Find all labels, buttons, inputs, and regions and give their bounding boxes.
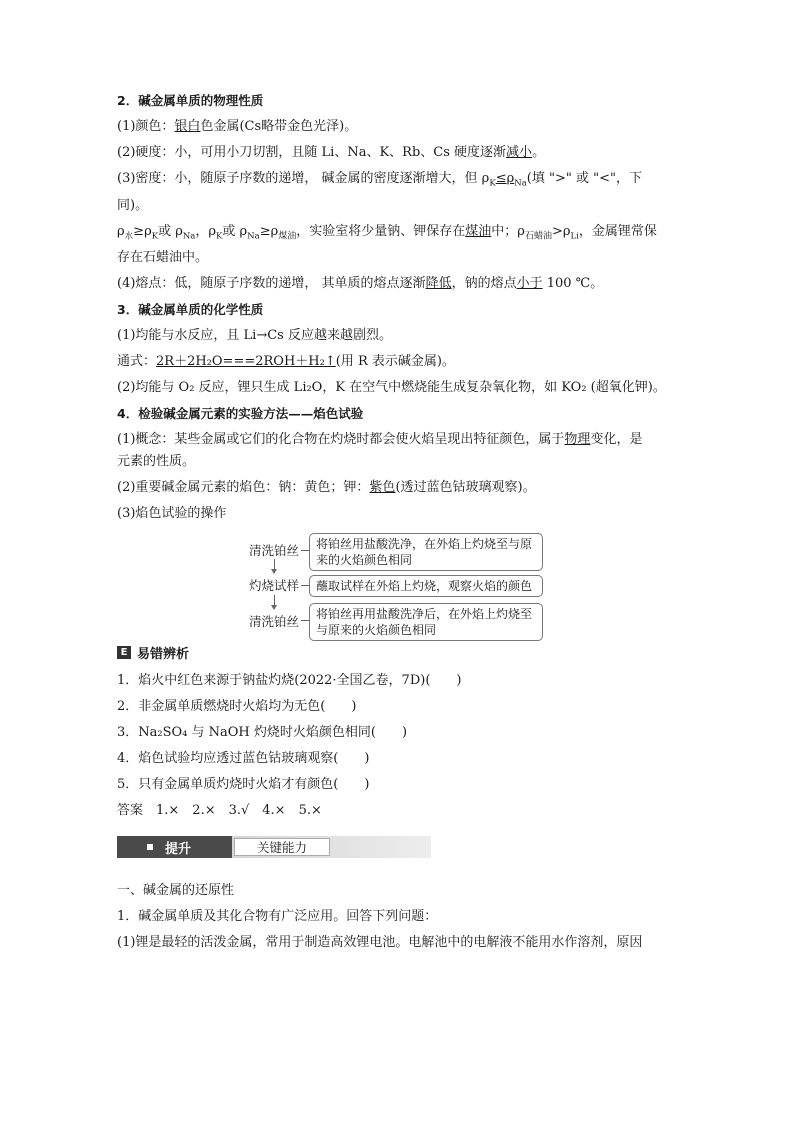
underlined-answer: 银白 bbox=[174, 119, 201, 134]
line-water: (1)均能与水反应，且 Li→Cs 反应越来越剧烈。 bbox=[117, 328, 392, 344]
text: (2)重要碱金属元素的焰色：钠：黄色；钾： bbox=[117, 480, 370, 496]
flow-arrow-down bbox=[274, 595, 275, 609]
text: 中；ρ bbox=[491, 223, 525, 239]
flow-connector bbox=[301, 620, 309, 621]
flow-box-2: 蘸取试样在外焰上灼烧，观察火焰的颜色 bbox=[309, 575, 543, 597]
underlined-answer: 紫色 bbox=[369, 480, 396, 496]
line-hardness bbox=[117, 144, 682, 162]
relation: ≤ bbox=[495, 171, 507, 186]
line-density bbox=[117, 170, 682, 193]
error-icon: E bbox=[117, 646, 131, 659]
underlined-answer: 小于 bbox=[516, 276, 543, 292]
text: ≥ρ bbox=[133, 223, 152, 239]
subscript: Na bbox=[247, 231, 260, 242]
section-heading-reducibility: 一、碱金属的还原性 bbox=[117, 883, 235, 899]
text: 100 ℃。 bbox=[542, 276, 604, 292]
flow-step-3: 清洗铂丝 bbox=[249, 614, 300, 630]
document-page bbox=[117, 92, 682, 960]
line-rho-cont: 存在石蜡油中。 bbox=[117, 250, 209, 266]
subscript: K bbox=[489, 178, 496, 189]
line-color bbox=[117, 118, 682, 136]
flow-connector bbox=[301, 550, 309, 551]
text: (3)密度：小，随原子序数的递增， 碱金属的密度逐渐增大，但 ρ bbox=[117, 171, 490, 186]
text: (4)熔点：低，随原子序数的递增， 其单质的熔点逐渐 bbox=[117, 276, 426, 292]
text: 变化，是 bbox=[590, 432, 643, 448]
flame-test-flow-diagram bbox=[117, 531, 682, 638]
text: ≥ρ bbox=[259, 223, 279, 239]
subscript: Na bbox=[182, 231, 196, 242]
subscript: Na bbox=[514, 178, 527, 189]
text: ，实验室将少量钠、钾保存在 bbox=[296, 223, 466, 239]
line-concept-cont: 元素的性质。 bbox=[117, 454, 196, 470]
line-concept bbox=[117, 431, 682, 449]
text: 通式： bbox=[117, 354, 157, 370]
line-melting bbox=[117, 275, 682, 293]
underlined-answer: 减小 bbox=[506, 145, 533, 160]
section-heading-physical: 2．碱金属单质的物理性质 bbox=[117, 93, 264, 108]
error-section-header bbox=[117, 643, 682, 662]
flow-step-1: 清洗铂丝 bbox=[249, 543, 300, 559]
section-banner bbox=[117, 832, 431, 862]
underlined-answer: 物理 bbox=[564, 432, 591, 448]
text: ，钠的熔点 bbox=[451, 276, 517, 292]
answer-line: 答案 1.× 2.× 3.√ 4.× 5.× bbox=[117, 803, 322, 819]
error-item-5: 5．只有金属单质灼烧时火焰才有颜色( ) bbox=[117, 777, 370, 793]
subscript: 煤油 bbox=[278, 231, 297, 242]
subscript: 水 bbox=[124, 231, 134, 242]
square-icon bbox=[147, 844, 153, 850]
underlined-answer: 2R＋2H₂O===2ROH＋H₂↑ bbox=[156, 354, 336, 370]
line-question: 1．碱金属单质及其化合物有广泛应用。回答下列问题： bbox=[117, 909, 438, 925]
text: (2)硬度：小，可用小刀切割，且随 Li、Na、K、Rb、Cs 硬度逐渐 bbox=[117, 145, 507, 160]
text: 。 bbox=[532, 145, 546, 160]
line-equation bbox=[117, 353, 682, 371]
flow-step-2: 灼烧试样 bbox=[249, 578, 300, 594]
text: (1)概念：某些金属或它们的化合物在灼烧时都会使火焰呈现出特征颜色，属于 bbox=[117, 432, 565, 448]
text: ρ bbox=[117, 223, 125, 239]
text: 或 ρ bbox=[222, 223, 248, 239]
text: ，金属锂常保 bbox=[578, 223, 657, 239]
section-heading-flame: 4．检验碱金属元素的实验方法——焰色试验 bbox=[117, 406, 364, 422]
underlined-answer: 煤油 bbox=[465, 223, 492, 239]
error-item-4: 4．焰色试验均应透过蓝色钴玻璃观察( ) bbox=[117, 751, 370, 767]
subscript: 石蜡油 bbox=[524, 231, 552, 242]
text: >ρ bbox=[551, 223, 571, 239]
line-rho bbox=[117, 223, 682, 246]
flow-box-3: 将铂丝再用盐酸洗净后，在外焰上灼烧至与原来的火焰颜色相同 bbox=[309, 603, 543, 641]
underlined-answer: 降低 bbox=[425, 276, 452, 292]
text: (透过蓝色钴玻璃观察)。 bbox=[395, 480, 536, 496]
text: (用 R 表示碱金属)。 bbox=[335, 354, 455, 370]
subscript: K bbox=[151, 231, 159, 242]
line-flame-colors bbox=[117, 479, 682, 497]
line-density-cont: 同)。 bbox=[117, 197, 149, 213]
error-item-2: 2．非金属单质燃烧时火焰均为无色( ) bbox=[117, 699, 357, 715]
underlined-answer bbox=[495, 171, 527, 189]
flow-box-1: 将铂丝用盐酸洗净，在外焰上灼烧至与原来的火焰颜色相同 bbox=[309, 533, 543, 571]
subscript: Li bbox=[570, 231, 579, 242]
flow-arrow-down bbox=[274, 559, 275, 573]
text: (1)颜色： bbox=[117, 119, 175, 134]
line-oxygen: (2)均能与 O₂ 反应，锂只生成 Li₂O，K 在空气中燃烧能生成复杂氧化物，如 KO₂ (超氧化钾)。 bbox=[117, 380, 666, 396]
banner-tag bbox=[117, 836, 232, 858]
banner-tag-label: 提升 bbox=[165, 841, 192, 857]
error-section-title: 易错辨析 bbox=[137, 647, 190, 663]
text: 或 ρ bbox=[158, 223, 183, 239]
text: (填 ">" 或 "<"，下 bbox=[526, 171, 642, 186]
error-item-3: 3．Na₂SO₄ 与 NaOH 灼烧时火焰颜色相同( ) bbox=[117, 725, 408, 741]
line-lithium: (1)锂是最轻的活泼金属，常用于制造高效锂电池。电解池中的电解液不能用水作溶剂，原因 bbox=[117, 935, 643, 951]
text: ρ bbox=[506, 171, 515, 186]
text: 色金属(Cs略带金色光泽)。 bbox=[200, 119, 358, 134]
flow-connector bbox=[301, 585, 309, 586]
banner-title: 关键能力 bbox=[234, 838, 330, 856]
error-item-1: 1．焰火中红色来源于钠盐灼烧(2022·全国乙卷，7D)( ) bbox=[117, 673, 462, 689]
line-operation: (3)焰色试验的操作 bbox=[117, 506, 227, 522]
subscript: K bbox=[216, 231, 223, 242]
section-heading-chemical: 3．碱金属单质的化学性质 bbox=[117, 302, 264, 318]
text: ，ρ bbox=[195, 223, 217, 239]
